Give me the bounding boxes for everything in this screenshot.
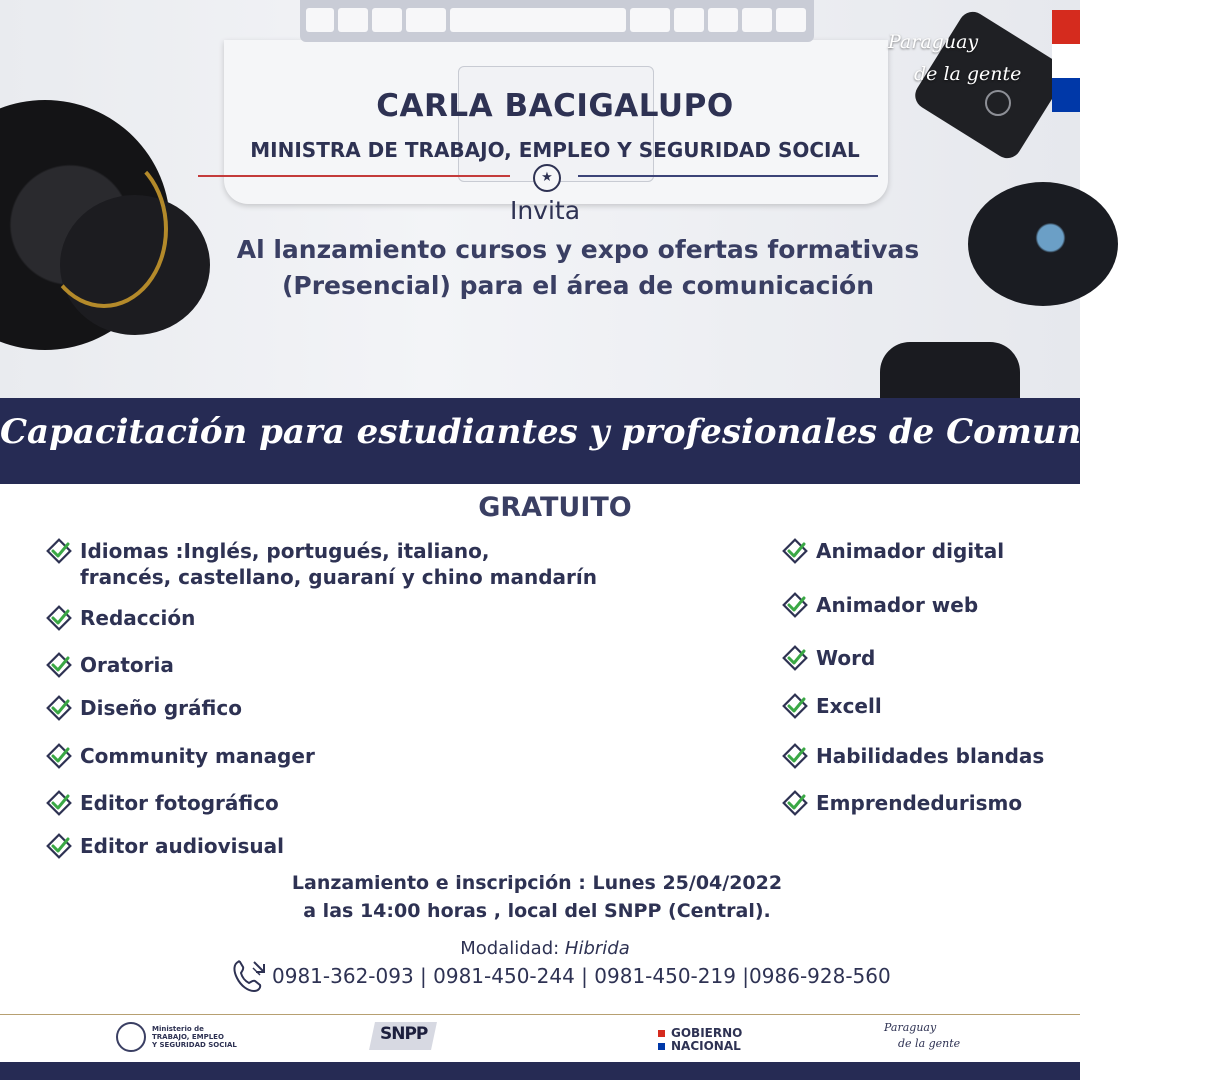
gobierno-line2: NACIONAL [671, 1039, 741, 1053]
laptop-key [338, 8, 368, 32]
course-item [46, 743, 315, 769]
divider-right [578, 175, 878, 177]
check-icon [782, 645, 808, 671]
brand-logo-paraguay [888, 26, 1021, 90]
minister-name: CARLA BACIGALUPO [376, 88, 734, 124]
contact-phones [230, 956, 891, 996]
gobierno-line1: GOBIERNO [671, 1026, 743, 1040]
laptop-key [306, 8, 334, 32]
check-icon [46, 833, 72, 859]
snpp-logo-text: SNPP [380, 1024, 428, 1044]
course-label [816, 790, 1022, 816]
blue-square-icon [658, 1043, 665, 1050]
check-icon [782, 790, 808, 816]
ministry-seal-icon [116, 1022, 146, 1052]
course-label-line: Oratoria [80, 653, 174, 677]
course-item [782, 645, 875, 671]
course-label-line: Word [816, 646, 876, 670]
course-label-line: francés, castellano, guaraní y chino mandarín [80, 565, 598, 589]
launch-line2: (Presencial) para el área de comunicación [281, 271, 875, 300]
ministry-logo-line: TRABAJO, EMPLEO [152, 1033, 224, 1041]
laptop-key [674, 8, 704, 32]
check-icon [46, 790, 72, 816]
laptop-key [776, 8, 806, 32]
snpp-logo [372, 1020, 438, 1054]
hero-photo [0, 0, 1080, 398]
laptop-keyboard [300, 0, 814, 42]
course-label-line: Diseño gráfico [80, 696, 242, 720]
course-label [816, 693, 882, 719]
footer-brand-line2: de la gente [898, 1037, 961, 1050]
check-icon [46, 538, 72, 564]
red-square-icon [658, 1030, 665, 1037]
course-item [46, 605, 195, 631]
course-label-line: Community manager [80, 744, 315, 768]
laptop-key [406, 8, 446, 32]
course-item [46, 790, 279, 816]
course-label-line: Redacción [80, 606, 196, 630]
check-icon [782, 743, 808, 769]
invita-text: Invita [509, 196, 581, 225]
ministry-title: MINISTRA DE TRABAJO, EMPLEO Y SEGURIDAD SOCIAL [250, 138, 860, 162]
check-icon [782, 538, 808, 564]
divider-left [198, 175, 510, 177]
course-item [782, 592, 978, 618]
course-label [80, 695, 242, 721]
launch-line1: Al lanzamiento cursos y expo ofertas formativas [236, 235, 920, 264]
course-label-line: Excell [816, 694, 882, 718]
course-label-line: Emprendedurismo [816, 791, 1023, 815]
check-icon [46, 743, 72, 769]
course-item [782, 538, 1004, 564]
course-label-line: Idiomas :Inglés, portugués, italiano, [80, 539, 490, 563]
modalidad-label: Modalidad: [460, 938, 560, 959]
phone-icon [230, 956, 270, 996]
course-label [80, 743, 315, 769]
laptop-spacebar [450, 8, 626, 32]
course-label-line: Editor audiovisual [80, 834, 284, 858]
gratuito-heading: GRATUITO [478, 492, 632, 523]
nacional-row [658, 1040, 742, 1053]
banner-title: Capacitación para estudiantes y profesionales de Comunicación [0, 412, 1218, 452]
laptop-key [708, 8, 738, 32]
ministry-logo-line: Y SEGURIDAD SOCIAL [152, 1041, 237, 1049]
check-icon [782, 693, 808, 719]
check-icon [46, 652, 72, 678]
brand-line2: de la gente [914, 63, 1022, 85]
gobierno-nacional-logo [658, 1027, 742, 1053]
course-item [46, 695, 242, 721]
course-label [816, 538, 1004, 564]
course-label-line: Habilidades blandas [816, 744, 1045, 768]
course-item [46, 538, 597, 590]
check-icon [782, 592, 808, 618]
phone-numbers: 0981-362-093 | 0981-450-244 | 0981-450-219 |0986-928-560 [272, 964, 891, 988]
footer-brand-logo [884, 1020, 960, 1052]
course-label-line: Editor fotográfico [80, 791, 279, 815]
flag-stripe-white [1052, 44, 1080, 78]
title-banner [0, 398, 1218, 484]
laptop-key [630, 8, 670, 32]
course-label [816, 743, 1044, 769]
laptop-trackpad [458, 66, 654, 182]
course-label-line: Animador web [816, 593, 979, 617]
ministry-logo-text [152, 1025, 237, 1049]
course-label [80, 605, 195, 631]
course-item [46, 833, 284, 859]
course-label [816, 592, 978, 618]
check-icon [46, 605, 72, 631]
footer-bar [0, 1062, 1080, 1080]
brand-line1: Paraguay [888, 31, 979, 53]
national-seal-icon: ★ [533, 164, 561, 192]
course-item [46, 652, 174, 678]
course-label-line: Animador digital [816, 539, 1005, 563]
ministry-logo [116, 1022, 237, 1052]
course-item [782, 743, 1044, 769]
flag-stripe-red [1052, 10, 1080, 44]
modalidad-value: Hibrida [564, 938, 630, 959]
check-icon [46, 695, 72, 721]
launch-description [0, 232, 1156, 304]
course-label [80, 790, 279, 816]
laptop-key [742, 8, 772, 32]
course-label [80, 538, 597, 590]
course-label [80, 652, 174, 678]
event-date-line: Lanzamiento e inscripción : Lunes 25/04/2022 [291, 872, 783, 894]
course-item [782, 693, 882, 719]
ministry-logo-line: Ministerio de [152, 1025, 204, 1033]
footer-divider [0, 1014, 1080, 1015]
event-location-line: a las 14:00 horas , local del SNPP (Central). [303, 900, 771, 922]
course-item [782, 790, 1022, 816]
course-label [80, 833, 284, 859]
course-label [816, 645, 875, 671]
laptop-key [372, 8, 402, 32]
footer-brand-line1: Paraguay [884, 1021, 937, 1034]
